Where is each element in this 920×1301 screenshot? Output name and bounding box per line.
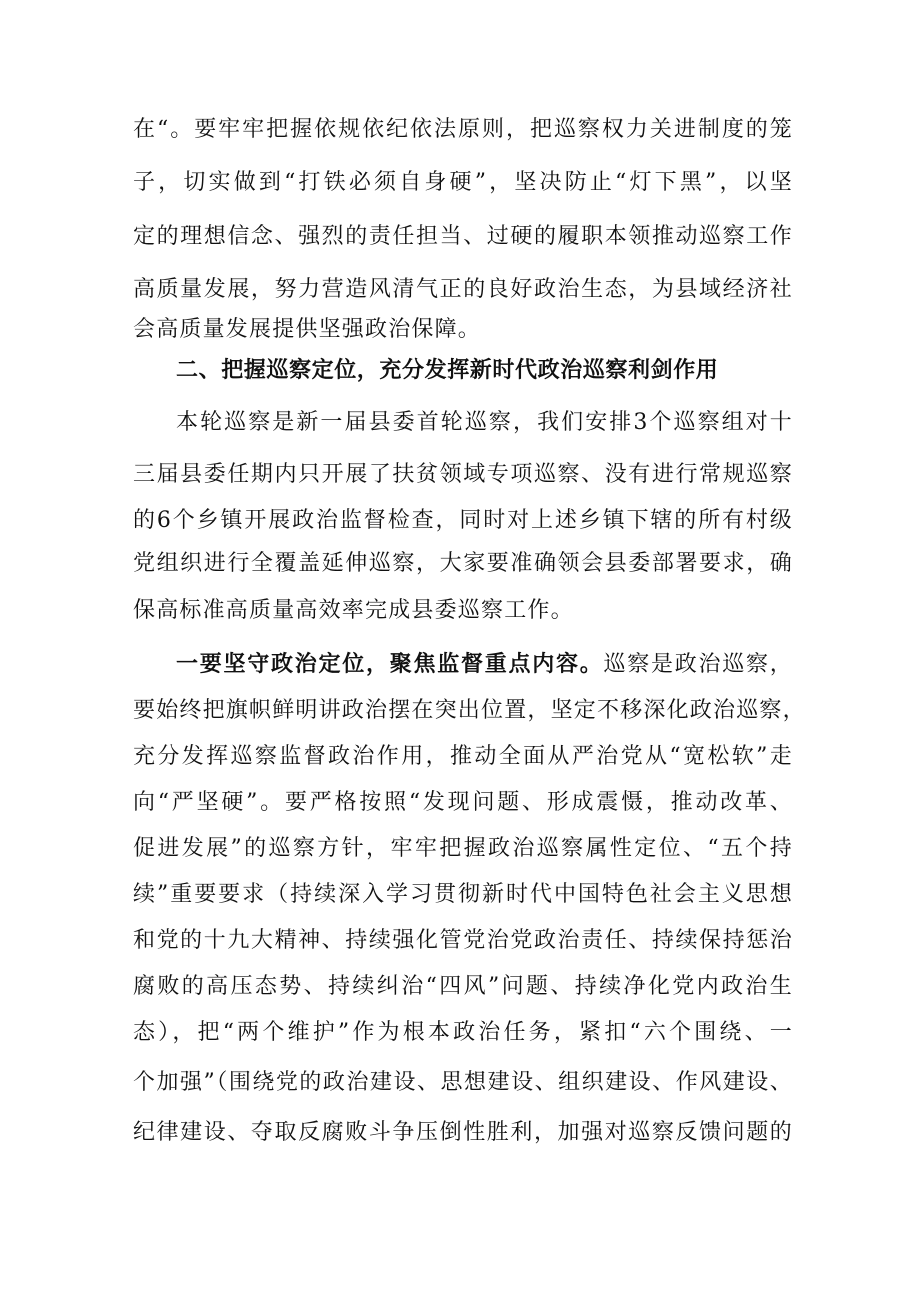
paragraph-3-line-11: 纪律建设、夺取反腐败斗争压倒性胜利，加强对巡察反馈问题的 (133, 1120, 793, 1145)
paragraph-3-line-2: 要始终把旗帜鲜明讲政治摆在突出位置，坚定不移深化政治巡察， (133, 698, 806, 723)
paragraph-2-line-4: 党组织进行全覆盖延伸巡察，大家要准确领会县委部署要求，确 (133, 551, 793, 576)
paragraph-1-line-1: 在“。要牢牢把握依规依纪依法原则，把巡察权力关进制度的笼 (133, 117, 793, 142)
paragraph-1-line-3: 定的理想信念、强烈的责任担当、过硬的履职本领推动巡察工作 (133, 224, 793, 249)
paragraph-3-lead-rest: 巡察是政治巡察， (603, 652, 793, 677)
paragraph-3-line-6: 续”重要要求（持续深入学习贯彻新时代中国特色社会主义思想 (133, 882, 793, 907)
paragraph-3-line-4: 向“严坚硬”。要严格按照“发现问题、形成震慑，推动改革、 (133, 790, 793, 815)
paragraph-3-line-3: 充分发挥巡察监督政治作用，推动全面从严治党从“宽松软”走 (133, 744, 793, 769)
paragraph-1-line-5: 会高质量发展提供坚强政治保障。 (133, 317, 482, 342)
paragraph-2-line-3: 的6个乡镇开展政治监督检查，同时对上述乡镇下辖的所有村级 (133, 508, 793, 533)
paragraph-2-line-2: 三届县委任期内只开展了扶贫领域专项巡察、没有进行常规巡察 (133, 462, 793, 487)
paragraph-3-line-7: 和党的十九大精神、持续强化管党治党政治责任、持续保持惩治 (133, 928, 793, 953)
section-heading-2: 二、把握巡察定位，充分发挥新时代政治巡察利剑作用 (176, 358, 719, 383)
paragraph-3-line-10: 个加强”（围绕党的政治建设、思想建设、组织建设、作风建设、 (133, 1070, 793, 1095)
paragraph-2-line-1: 本轮巡察是新一届县委首轮巡察，我们安排3个巡察组对十 (176, 410, 793, 435)
paragraph-3-line-5: 促进发展”的巡察方针，牢牢把握政治巡察属性定位、“五个持 (133, 836, 793, 861)
paragraph-3-line-8: 腐败的高压态势、持续纠治“四风”问题、持续净化党内政治生 (133, 974, 793, 999)
paragraph-1-line-2: 子，切实做到“打铁必须自身硬”，坚决防止“灯下黑”，以坚 (133, 170, 793, 195)
paragraph-3-lead-bold: 一要坚守政治定位，聚焦监督重点内容。 (176, 652, 604, 677)
paragraph-3-line-9: 态），把“两个维护”作为根本政治任务，紧扣“六个围绕、一 (133, 1020, 793, 1045)
paragraph-1-line-4: 高质量发展，努力营造风清气正的良好政治生态，为县域经济社 (133, 277, 793, 302)
paragraph-2-line-5: 保高标准高质量高效率完成县委巡察工作。 (133, 598, 574, 623)
paragraph-3-line-1 (176, 650, 793, 680)
